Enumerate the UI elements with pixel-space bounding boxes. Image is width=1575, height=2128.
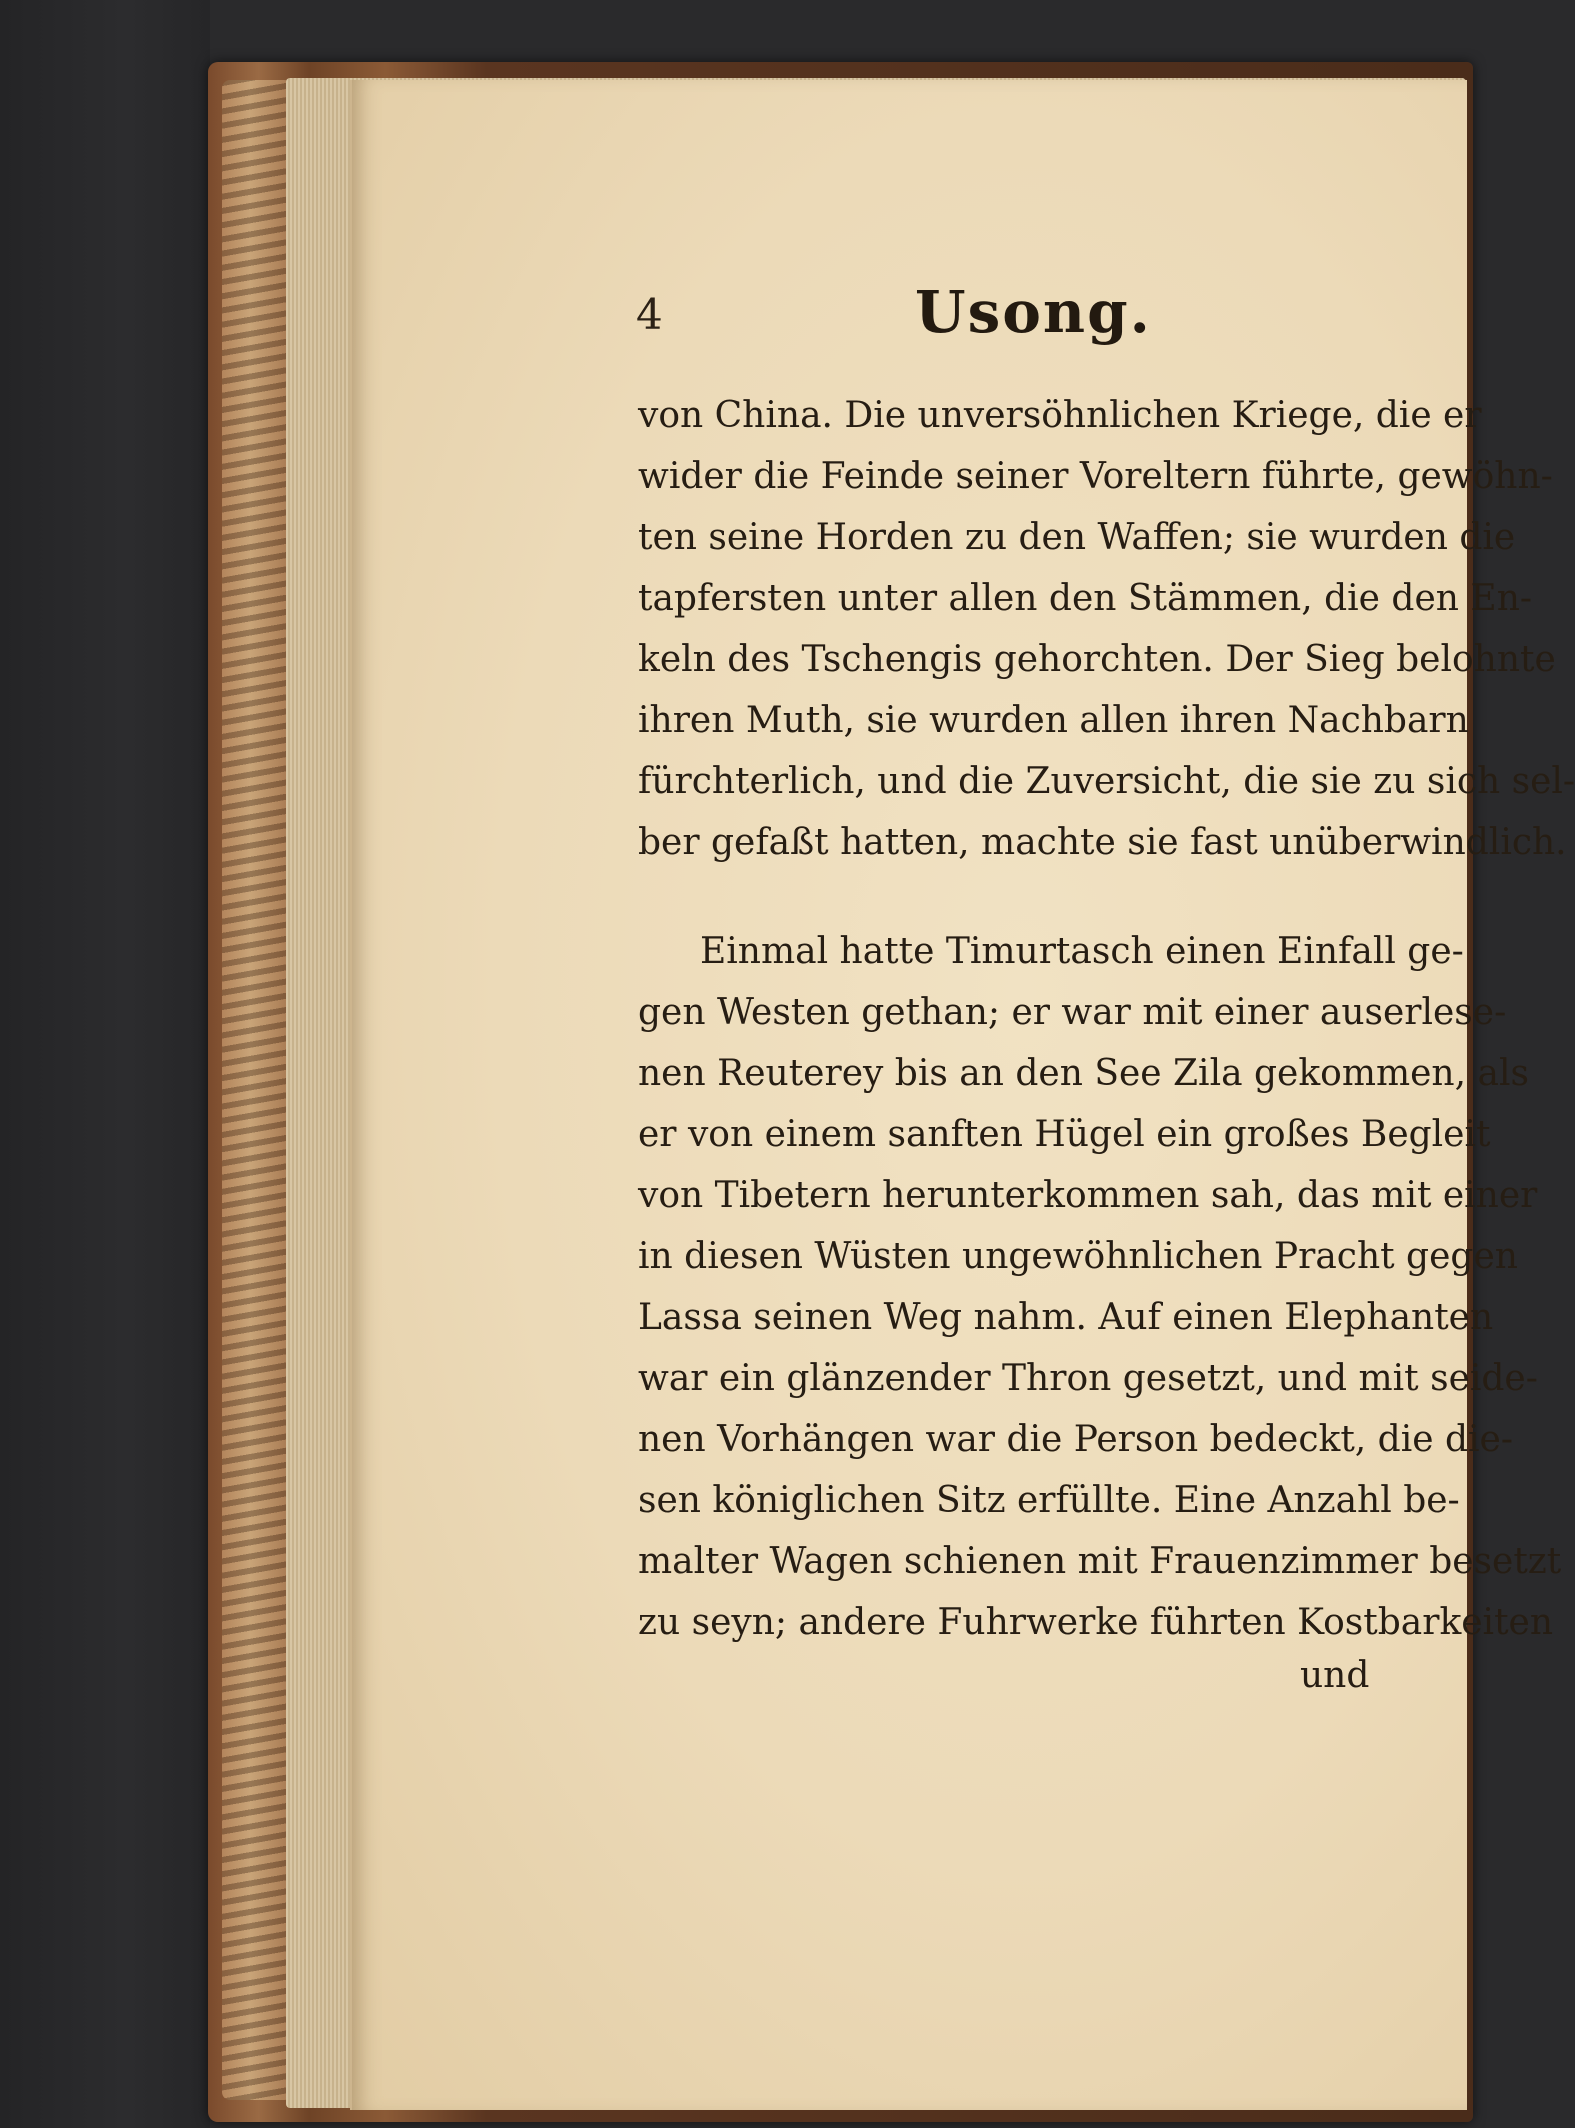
page-number: 4 (636, 290, 663, 339)
text-line: von Tibetern herunterkommen sah, das mit einer (638, 1175, 1538, 1216)
running-head-title: Usong. (915, 278, 1152, 346)
text-line: Einmal hatte Timurtasch einen Einfall ge- (700, 931, 1464, 972)
text-line: von China. Die unversöhnlichen Kriege, die er (638, 395, 1482, 436)
text-line: in diesen Wüsten ungewöhnlichen Pracht gegen (638, 1236, 1518, 1277)
text-line: ihren Muth, sie wurden allen ihren Nachbarn (638, 700, 1469, 741)
text-line: sen königlichen Sitz erfüllte. Eine Anzahl be- (638, 1480, 1460, 1521)
catchword: und (1300, 1655, 1370, 1696)
body-text (638, 385, 1575, 1653)
text-line: fürchterlich, und die Zuversicht, die sie zu sich sel- (638, 761, 1575, 802)
text-line: ten seine Horden zu den Waffen; sie wurden die (638, 517, 1516, 558)
paragraph (638, 385, 1575, 873)
text-line: Lassa seinen Weg nahm. Auf einen Elephanten (638, 1297, 1494, 1338)
text-line: ber gefaßt hatten, machte sie fast unüberwindlich. (638, 822, 1567, 863)
text-line: wider die Feinde seiner Voreltern führte, gewöhn- (638, 456, 1553, 497)
text-line: gen Westen gethan; er war mit einer auserlese- (638, 992, 1507, 1033)
text-line: er von einem sanften Hügel ein großes Begleit (638, 1114, 1491, 1155)
text-line: war ein glänzender Thron gesetzt, und mit seide- (638, 1358, 1538, 1399)
marbled-endpaper (222, 80, 292, 2100)
text-line: keln des Tschengis gehorchten. Der Sieg belohnte (638, 639, 1556, 680)
text-line: malter Wagen schienen mit Frauenzimmer besetzt (638, 1541, 1562, 1582)
text-line: nen Reuterey bis an den See Zila gekommen, als (638, 1053, 1529, 1094)
text-line: zu seyn; andere Fuhrwerke führten Kostbarkeiten (638, 1602, 1554, 1643)
background (0, 0, 210, 2128)
text-line: tapfersten unter allen den Stämmen, die den En- (638, 578, 1533, 619)
text-line: nen Vorhängen war die Person bedeckt, die die- (638, 1419, 1514, 1460)
paragraph (638, 873, 1562, 1653)
